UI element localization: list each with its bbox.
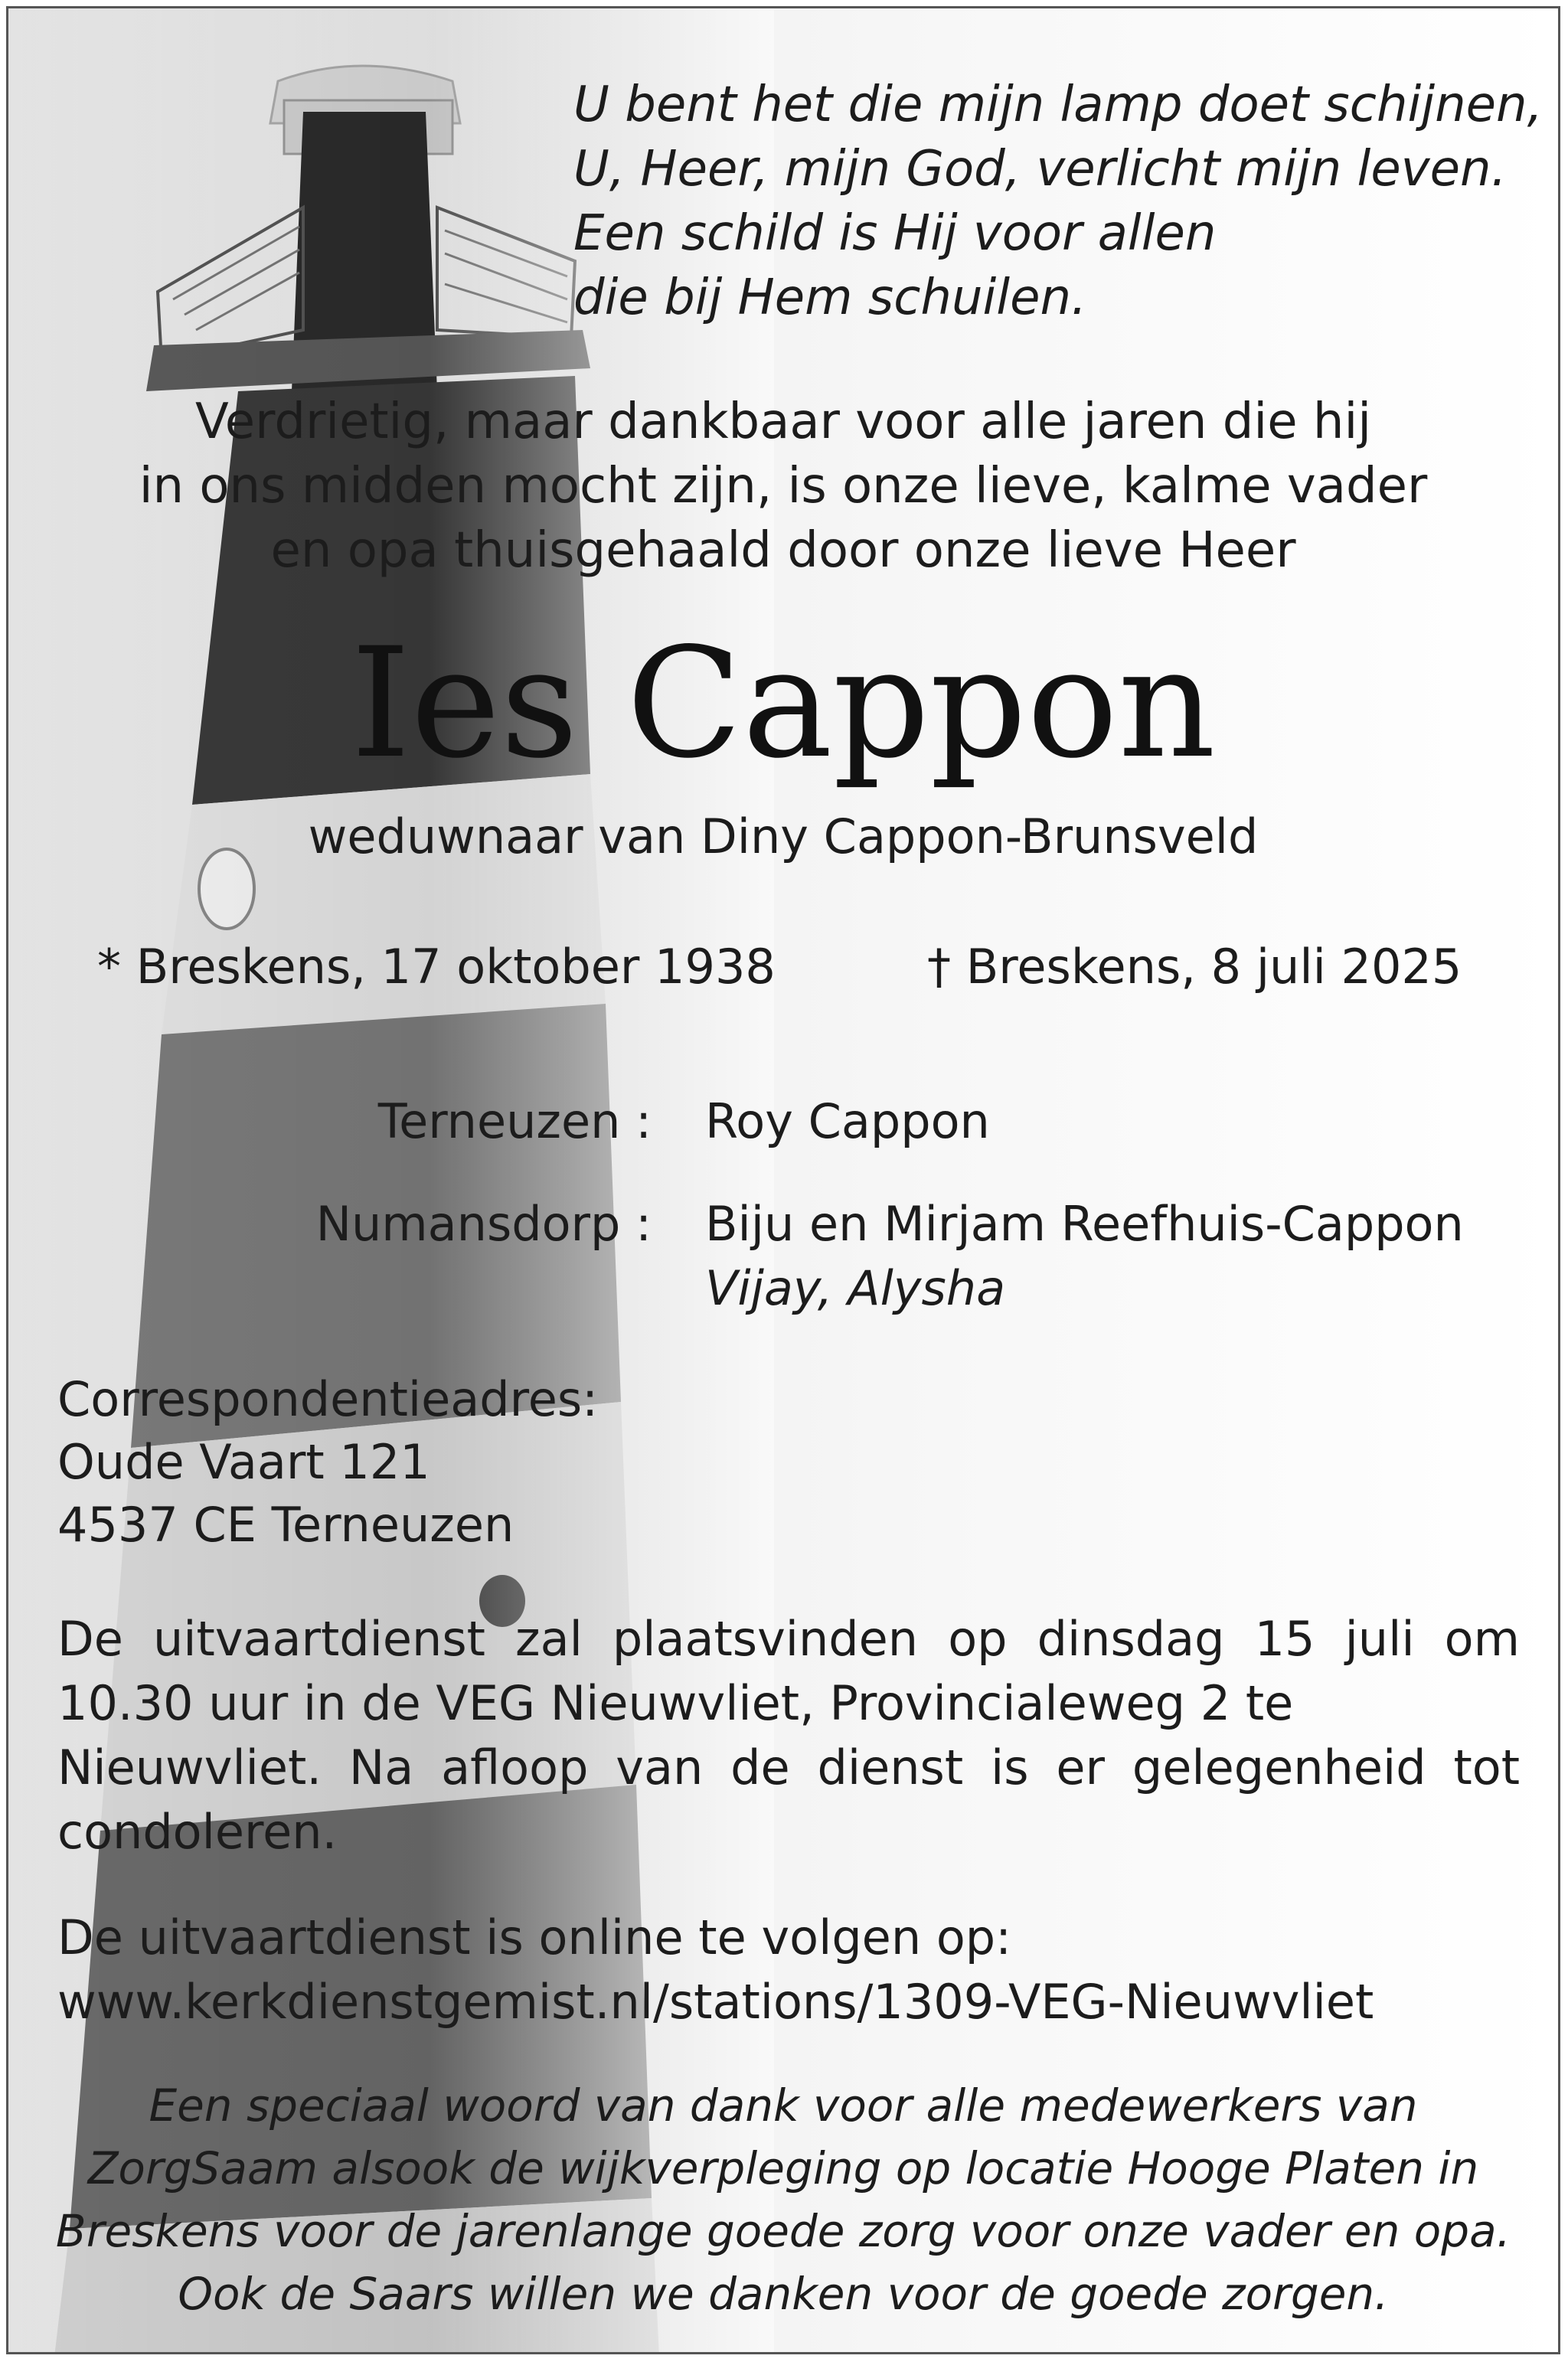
family-place: Terneuzen : (377, 1093, 652, 1149)
poem (573, 73, 1543, 330)
address-line: 4537 CE Terneuzen (57, 1497, 514, 1553)
intro-line: Verdrietig, maar dankbaar voor alle jaren die hij (194, 394, 1372, 450)
address-line: Correspondentieadres: (57, 1371, 599, 1427)
poem-line: U, Heer, mijn God, verlicht mijn leven. (573, 141, 1507, 198)
correspondence-address (57, 1368, 598, 1557)
thanks-line: Een speciaal woord van dank voor alle medewerkers van (149, 2079, 1418, 2132)
intro-line: in ons midden mocht zijn, is onze lieve, kalme vader (139, 458, 1428, 515)
family-entry (705, 1192, 1464, 1321)
address-line: Oude Vaart 121 (57, 1434, 430, 1490)
obituary-card (6, 6, 1560, 2354)
family-place: Numansdorp : (315, 1196, 652, 1252)
thanks-note (8, 2074, 1558, 2325)
poem-line: die bij Hem schuilen. (573, 270, 1087, 326)
intro-text (8, 390, 1558, 583)
thanks-line: Ook de Saars willen we danken voor de goede zorgen. (178, 2268, 1389, 2320)
poem-line: U bent het die mijn lamp doet schijnen, (573, 77, 1543, 133)
service-line: Nieuwvliet. Na afloop van de dienst is er gelegenheid tot (57, 1740, 1520, 1795)
stream-url: www.kerkdienstgemist.nl/stations/1309-VEG-Nieuwvliet (57, 1974, 1374, 2030)
service-announcement (57, 1607, 1520, 1864)
death-info: † Breskens, 8 juli 2025 (927, 939, 1462, 995)
poem-line: Een schild is Hij voor allen (573, 205, 1217, 262)
service-line: De uitvaartdienst zal plaatsvinden op dinsdag 15 juli om (57, 1611, 1520, 1667)
online-stream-info (57, 1906, 1374, 2034)
deceased-name: Ies Cappon (351, 615, 1216, 792)
intro-line: en opa thuisgehaald door onze lieve Heer (270, 522, 1296, 579)
family-names: Roy Cappon (705, 1093, 990, 1149)
online-line: De uitvaartdienst is online te volgen op: (57, 1910, 1011, 1965)
deceased-subtitle: weduwnaar van Diny Cappon-Brunsveld (308, 809, 1259, 864)
thanks-line: Breskens voor de jarenlange goede zorg voor onze vader en opa. (55, 2205, 1511, 2257)
service-line: condoleren. (57, 1804, 338, 1860)
thanks-line: ZorgSaam alsook de wijkverpleging op locatie Hooge Platen in (87, 2142, 1479, 2194)
family-children: Vijay, Alysha (705, 1260, 1006, 1316)
birth-info: * Breskens, 17 oktober 1938 (97, 939, 776, 995)
family-names: Biju en Mirjam Reefhuis-Cappon (705, 1196, 1464, 1252)
service-line: 10.30 uur in de VEG Nieuwvliet, Provincialeweg 2 te (57, 1675, 1294, 1731)
